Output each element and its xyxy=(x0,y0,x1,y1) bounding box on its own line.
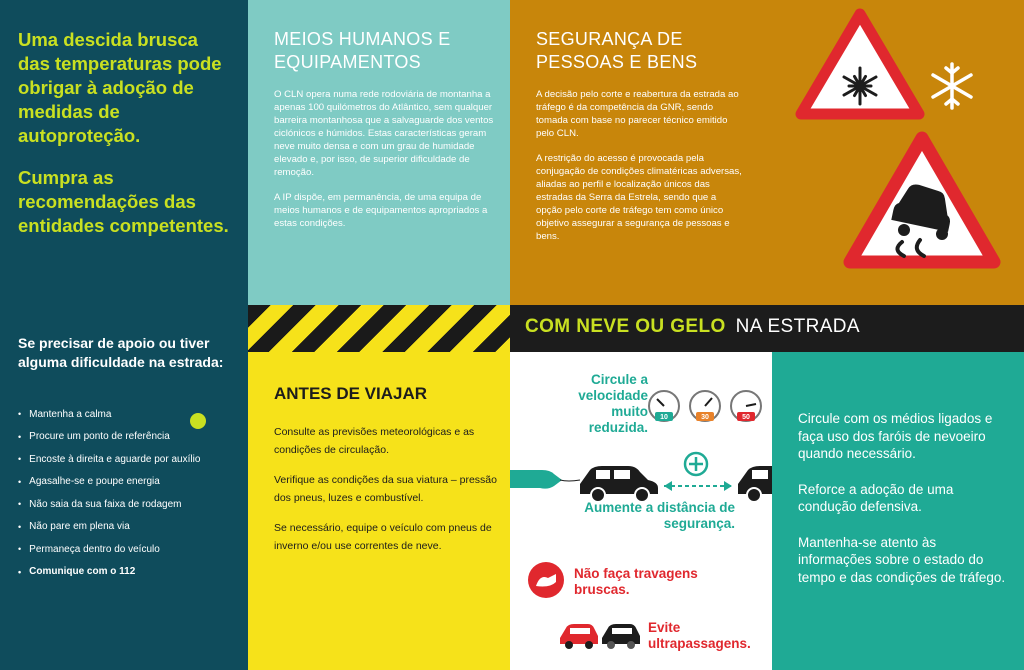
list-item: • Comunique com o 112 xyxy=(18,561,238,584)
distance-illustration xyxy=(510,448,772,508)
seguranca-title: SEGURANÇA DE PESSOAS E BENS xyxy=(536,29,698,72)
snowflake-warning-sign xyxy=(795,8,925,120)
speed-dial-icon xyxy=(731,391,761,421)
lead-text xyxy=(18,28,233,256)
car-icon xyxy=(580,466,658,502)
meios-paragraph-2: A IP dispõe, em permanência, de uma equipa de meios humanos e de equipamentos apropriados a estas condições. xyxy=(274,192,488,229)
lead-paragraph-2: Cumpra as recomendações das entidades competentes. xyxy=(18,167,229,236)
circule-paragraph-1: Circule com os médios ligados e faça uso dos faróis de nevoeiro quando necessário. xyxy=(798,411,993,461)
meios-paragraph-1: O CLN opera numa rede rodoviária de montanha a apenas 100 quilómetros do Atlântico, sem qualquer barreira montanhosa que a salvaguarde dos ventos ciclónicos e húmidos. Estas características geram neve muito densa e com um grau de humidade elevado e, por isso, de superior dificuldade de remoção. xyxy=(274,89,494,178)
circule-body xyxy=(798,410,1013,604)
help-list xyxy=(18,403,238,583)
speed-dial-icon xyxy=(690,391,720,421)
seguranca-paragraph-1: A decisão pelo corte e reabertura da estrada ao tráfego é da competência da GNR, sendo tomada com base no parecer técnico emitido pelo CLN. xyxy=(536,89,739,139)
speed-text: Circule a velocidade muito reduzida. xyxy=(578,372,648,435)
slippery-road-sign xyxy=(842,130,1002,270)
neve-bar-rest: NA ESTRADA xyxy=(735,316,861,337)
list-item: • Não pare em plena via xyxy=(18,516,238,539)
meios-title: MEIOS HUMANOS E EQUIPAMENTOS xyxy=(274,29,451,72)
brake-icon xyxy=(526,560,566,600)
hazard-stripes xyxy=(248,305,510,352)
circule-paragraph-2: Reforce a adoção de uma condução defensiva. xyxy=(798,481,954,514)
dial-value: 10 xyxy=(660,414,668,421)
help-title: Se precisar de apoio ou tiver alguma dificuldade na estrada: xyxy=(18,335,224,370)
list-item: • Permaneça dentro do veículo xyxy=(18,538,238,561)
circule-paragraph-3: Mantenha-se atento às informações sobre o estado do tempo e das condições de tráfego. xyxy=(798,534,1006,585)
overtake-cars xyxy=(558,618,644,652)
lime-dot xyxy=(190,413,206,429)
list-item: • Encoste à direita e aguarde por auxílio xyxy=(18,448,238,471)
antes-paragraph-3: Se necessário, equipe o veículo com pneus de inverno e/ou use correntes de neve. xyxy=(274,522,492,552)
list-item: • Mantenha a calma xyxy=(18,403,238,426)
list-item: • Não saia da sua faixa de rodagem xyxy=(18,493,238,516)
dial-value: 50 xyxy=(742,414,750,421)
hand-icon xyxy=(510,470,562,489)
car-icon xyxy=(602,624,640,649)
distance-text: Aumente a distância de segurança. xyxy=(584,500,735,531)
antes-title: ANTES DE VIAJAR xyxy=(274,384,428,403)
list-item: • Procure um ponto de referência xyxy=(18,426,238,449)
snowflake-icon xyxy=(926,60,978,112)
antes-paragraph-1: Consulte as previsões meteorológicas e as condições de circulação. xyxy=(274,426,475,456)
dial-value: 30 xyxy=(701,414,709,421)
brake-text: Não faça travagens bruscas. xyxy=(574,566,698,597)
speed-dial-icon xyxy=(649,391,679,421)
seguranca-paragraph-2: A restrição do acesso é provocada pela conjugação de condições climatéricas adversas, aliadas ao perfil e localização únicos das estradas da Serra da Estrela, sendo que a opção pelo corte de tráfego tem como único objetivo assegurar a segurança de pessoas e bens. xyxy=(536,153,742,242)
antes-body xyxy=(274,423,499,567)
neve-bar-bold: COM NEVE OU GELO xyxy=(525,316,726,337)
neve-bar-title xyxy=(525,316,860,338)
overtake-text: Evite ultrapassagens. xyxy=(648,620,751,651)
car-icon xyxy=(738,466,772,502)
car-icon xyxy=(560,624,598,649)
seguranca-body xyxy=(536,88,742,255)
lead-paragraph-1: Uma descida brusca das temperaturas pode obrigar à adoção de medidas de autoproteção. xyxy=(18,29,222,146)
list-item: • Agasalhe-se e poupe energia xyxy=(18,471,238,494)
meios-body xyxy=(274,88,496,242)
antes-paragraph-2: Verifique as condições da sua viatura – pressão dos pneus, luzes e combustível. xyxy=(274,474,497,504)
speed-dials xyxy=(646,386,764,426)
